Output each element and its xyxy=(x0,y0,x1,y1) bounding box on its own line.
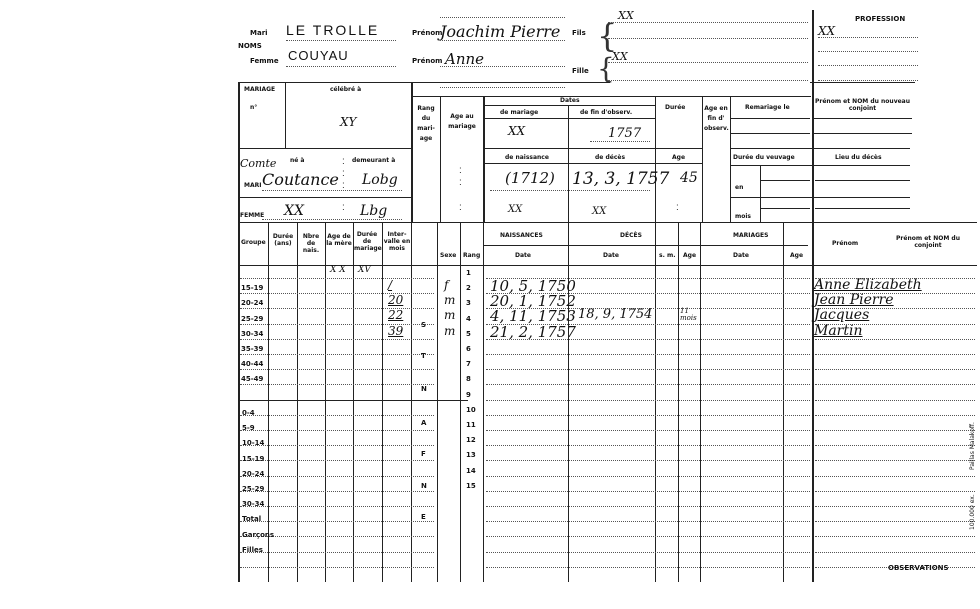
grid-row-line xyxy=(486,400,810,401)
grid-row-line xyxy=(240,460,434,461)
wife-first-name: Anne xyxy=(445,50,485,68)
grid-row-line xyxy=(240,445,434,446)
rank-label: 8 xyxy=(466,375,471,384)
grid-column-line xyxy=(812,222,813,582)
mari-label: Mari xyxy=(250,29,268,37)
sm-header: s. m. xyxy=(659,252,676,259)
rank-label: 6 xyxy=(466,345,471,353)
grid-row-line xyxy=(486,536,810,537)
child-birth-date: 20, 1, 1752 xyxy=(490,292,576,311)
observations-label: OBSERVATIONS xyxy=(888,564,949,572)
mariage-date-header: Date xyxy=(733,252,749,259)
fin-obs-label: de fin d'observ. xyxy=(580,109,633,116)
grid-column-line xyxy=(678,222,679,582)
mari-birthplace: Coutance xyxy=(262,170,339,189)
vertical-letter: F xyxy=(421,450,426,458)
deces-age-header: Age xyxy=(683,252,697,259)
colon-separator: : xyxy=(459,202,462,213)
prenom-label-wife: Prénom xyxy=(412,57,443,65)
prenom-label-husband: Prénom xyxy=(412,29,443,37)
duree-veuvage-label: Durée du veuvage xyxy=(733,154,795,161)
nouveau-conjoint-label: Prénom et NOM du nouveau conjoint xyxy=(815,98,910,112)
celebre-label: célébré à xyxy=(330,86,362,93)
child-first-name: Jean Pierre xyxy=(814,292,894,309)
grid-row-line xyxy=(486,567,810,568)
grid-column-line xyxy=(353,222,354,582)
duree-label: Durée xyxy=(665,104,686,111)
duree-ans-header: Durée (ans) xyxy=(272,233,294,247)
de-mariage-label: de mariage xyxy=(500,109,539,116)
rank-label: 2 xyxy=(466,284,471,293)
grid-column-line xyxy=(382,222,383,582)
grid-row-line xyxy=(240,324,434,325)
grid-column-line xyxy=(325,222,326,582)
age-group-label: 25-29 xyxy=(242,485,265,493)
grid-row-line xyxy=(240,476,434,477)
naissances-header: NAISSANCES xyxy=(500,232,543,239)
rank-label: 3 xyxy=(466,299,471,308)
grid-row-line xyxy=(240,308,434,309)
child-first-name: Jacques xyxy=(814,307,870,324)
deces-date-header: Date xyxy=(603,252,619,259)
rank-label: 10 xyxy=(466,405,476,414)
grid-row-line xyxy=(240,521,434,522)
child-birth-date: 21, 2, 1757 xyxy=(490,322,576,341)
age-group-label: 35-39 xyxy=(241,345,264,353)
prenom-conjoint-header: Prénom et NOM du conjoint xyxy=(896,235,960,249)
naissance-date-header: Date xyxy=(515,252,531,259)
child-sex: f xyxy=(444,278,449,292)
grid-row-line xyxy=(815,369,975,370)
grid-column-line xyxy=(568,222,569,582)
grid-column-line xyxy=(437,222,438,582)
rank-label: 13 xyxy=(466,451,476,460)
celebre-value: XY xyxy=(340,115,357,129)
printer-imprint: Paillas Malakoff. xyxy=(969,422,976,470)
age-group-label: 30-34 xyxy=(242,500,265,509)
deces-header: DÉCÈS xyxy=(620,232,642,239)
grid-row-line xyxy=(815,445,975,446)
no-label: n° xyxy=(250,104,258,111)
grid-row-line xyxy=(815,476,975,477)
rang-mariage-label: Rang du mari-age xyxy=(417,105,435,142)
intervalle-header: Inter-valle en mois xyxy=(383,231,411,252)
grid-row-line xyxy=(240,506,434,507)
dates-label: Dates xyxy=(560,97,580,104)
grid-row-line xyxy=(486,369,810,370)
vertical-letter: N xyxy=(421,482,427,490)
mois-label: mois xyxy=(735,213,752,220)
grid-row-line xyxy=(486,552,810,553)
child-interval: / xyxy=(388,278,393,292)
rank-label: 5 xyxy=(466,329,471,338)
age-mere-header: Age de la mère xyxy=(326,233,352,247)
age-group-label: 0-4 xyxy=(242,409,255,417)
femme-label: Femme xyxy=(250,57,279,65)
row0-duree: XV xyxy=(358,265,371,275)
child-interval: 22 xyxy=(388,308,404,323)
grid-row-line xyxy=(486,430,810,431)
grid-row-line xyxy=(486,521,810,522)
grid-row-line xyxy=(815,506,975,507)
femme-birthplace: XX xyxy=(284,203,304,219)
age-group-label: Total xyxy=(242,515,262,524)
vertical-letter: S xyxy=(421,321,427,329)
age-group-label: 15-19 xyxy=(241,284,264,293)
fils-brace: { xyxy=(597,17,618,55)
vertical-letter: N xyxy=(421,385,427,393)
grid-row-line xyxy=(240,567,434,568)
age-group-label: 30-34 xyxy=(241,329,264,338)
age-group-label: 10-14 xyxy=(242,439,265,448)
grid-row-line xyxy=(486,354,810,355)
mariage-age-header: Age xyxy=(790,252,804,259)
de-naissance-label: de naissance xyxy=(505,154,549,161)
fille-value: XX xyxy=(612,50,628,63)
child-birth-date: 4, 11, 1753 xyxy=(490,307,576,326)
mariages-header: MARIAGES xyxy=(733,232,769,239)
grid-row-line xyxy=(815,460,975,461)
age2-label: Age xyxy=(672,154,686,161)
rank-label: 4 xyxy=(466,314,471,323)
rank-label: 7 xyxy=(466,360,471,369)
rank-label: 11 xyxy=(466,421,476,429)
grid-row-line xyxy=(815,552,975,553)
grid-column-line xyxy=(483,222,484,582)
fille-label: Fille xyxy=(572,67,589,75)
colon-separator: : xyxy=(676,202,679,213)
child-first-name: Anne Elizabeth xyxy=(814,277,922,293)
grid-row-line xyxy=(815,400,975,401)
age-group-label: 20-24 xyxy=(241,299,264,308)
colon-separator: : : xyxy=(459,165,462,188)
age-group-label: 45-49 xyxy=(241,375,264,384)
demeurant-label: demeurant à xyxy=(352,157,396,164)
grid-row-line xyxy=(486,476,810,477)
femme-death-date: XX xyxy=(592,206,607,217)
date-mariage-value: XX xyxy=(508,124,526,138)
rank-label: 12 xyxy=(466,436,476,445)
age-group-label: 15-19 xyxy=(242,454,265,463)
grid-row-line xyxy=(486,491,810,492)
grid-row-line xyxy=(815,430,975,431)
colon-separator: : : : xyxy=(342,156,345,191)
grid-row-line xyxy=(815,536,975,537)
child-death-date: 18, 9, 1754 xyxy=(578,307,653,323)
grid-row-line xyxy=(240,384,434,385)
age-group-label: 5-9 xyxy=(242,424,255,433)
grid-column-line xyxy=(655,222,656,582)
child-interval: 20 xyxy=(388,293,404,308)
grid-row-line xyxy=(240,552,434,553)
en-label: en xyxy=(735,184,744,191)
grid-row-line xyxy=(240,369,434,370)
grid-row-line xyxy=(240,491,434,492)
vertical-letter: E xyxy=(421,513,426,521)
mari-birth-date: (1712) xyxy=(505,169,555,187)
fils-label: Fils xyxy=(572,29,586,37)
grid-row-line xyxy=(240,278,434,279)
grid-row-line xyxy=(240,293,434,294)
child-first-name: Martin xyxy=(814,322,863,339)
groupe-header: Groupe xyxy=(241,239,266,246)
child-interval: 39 xyxy=(388,323,404,338)
grid-row-line xyxy=(815,339,975,340)
vertical-letter: A xyxy=(421,419,427,427)
comte-value: Comte xyxy=(240,157,277,170)
grid-column-line xyxy=(700,222,701,582)
vertical-letter: T xyxy=(421,352,426,360)
grid-row-line xyxy=(486,415,810,416)
grid-column-line xyxy=(783,222,784,582)
grid-column-line xyxy=(460,222,461,582)
child-birth-date: 10, 5, 1750 xyxy=(490,277,576,295)
colon-separator: : xyxy=(342,202,345,213)
child-sex: m xyxy=(444,323,456,338)
profession-value: XX xyxy=(818,24,836,38)
grid-column-line xyxy=(297,222,298,582)
grid-column-line xyxy=(268,222,269,582)
prenom-header: Prénom xyxy=(832,240,859,247)
rank-label: 15 xyxy=(466,481,476,490)
child-sex: m xyxy=(444,293,456,308)
grid-row-line xyxy=(240,354,434,355)
grid-row-line xyxy=(240,339,434,340)
grid-row-line xyxy=(486,506,810,507)
profession-label: PROFESSION xyxy=(855,15,906,23)
noms-label: NOMS xyxy=(238,42,262,50)
wife-surname: COUYAU xyxy=(288,48,349,63)
age-group-label: 20-24 xyxy=(242,469,265,478)
grid-row-line xyxy=(815,354,975,355)
ne-a-label: né à xyxy=(290,157,305,164)
child-sex: m xyxy=(444,308,456,323)
fin-obs-value: 1757 xyxy=(608,126,642,141)
lieu-deces-label: Lieu du décès xyxy=(835,154,882,161)
child-death-age: 11 mois xyxy=(680,307,697,323)
femme-residence: Lbg xyxy=(360,203,388,219)
de-deces-label: de décès xyxy=(595,154,626,161)
grid-column-line xyxy=(411,222,412,582)
femme-birth-date: XX xyxy=(508,204,523,215)
mari-residence: Lobg xyxy=(362,172,398,188)
mariage-label: MARIAGE xyxy=(244,86,276,93)
husband-first-name: Joachim Pierre xyxy=(440,22,561,41)
mari-death-date: 13, 3, 1757 xyxy=(572,169,670,189)
age-group-label: Garçons xyxy=(242,530,275,539)
husband-surname: LE TROLLE xyxy=(286,22,380,38)
mari-row-label: MARI xyxy=(244,182,262,189)
row0-age-mere: X X xyxy=(330,265,346,275)
grid-row-line xyxy=(240,430,434,431)
age-group-label: Filles xyxy=(242,545,263,554)
grid-row-line xyxy=(486,445,810,446)
age-group-label: 25-29 xyxy=(241,314,264,323)
grid-row-line xyxy=(815,415,975,416)
duree-mariage-header: Durée de mariage xyxy=(354,231,382,252)
copies-imprint: 100.000 ex. xyxy=(969,494,976,530)
grid-row-line xyxy=(815,384,975,385)
rang-header: Rang xyxy=(463,252,481,259)
rank-label: 14 xyxy=(466,466,476,475)
age-group-label: 40-44 xyxy=(241,360,264,369)
grid-row-line xyxy=(486,384,810,385)
fille-brace: { xyxy=(597,52,615,85)
rank-label: 9 xyxy=(466,390,471,399)
sexe-header: Sexe xyxy=(440,252,457,259)
age-mariage-label: Age au mariage xyxy=(448,113,476,130)
remariage-label: Remariage le xyxy=(745,104,790,111)
rank-label: 1 xyxy=(466,269,471,277)
age-fin-obs-label: Age en fin d' observ. xyxy=(704,105,729,132)
grid-row-line xyxy=(486,460,810,461)
mari-death-age: 45 xyxy=(680,170,698,186)
femme-row-label: FEMME xyxy=(240,212,265,219)
grid-separator xyxy=(238,400,468,401)
grid-row-line xyxy=(815,521,975,522)
nbre-nais-header: Nbre de nais. xyxy=(302,233,320,254)
grid-row-line xyxy=(240,415,434,416)
fils-value: XX xyxy=(618,9,634,22)
grid-row-line xyxy=(815,491,975,492)
